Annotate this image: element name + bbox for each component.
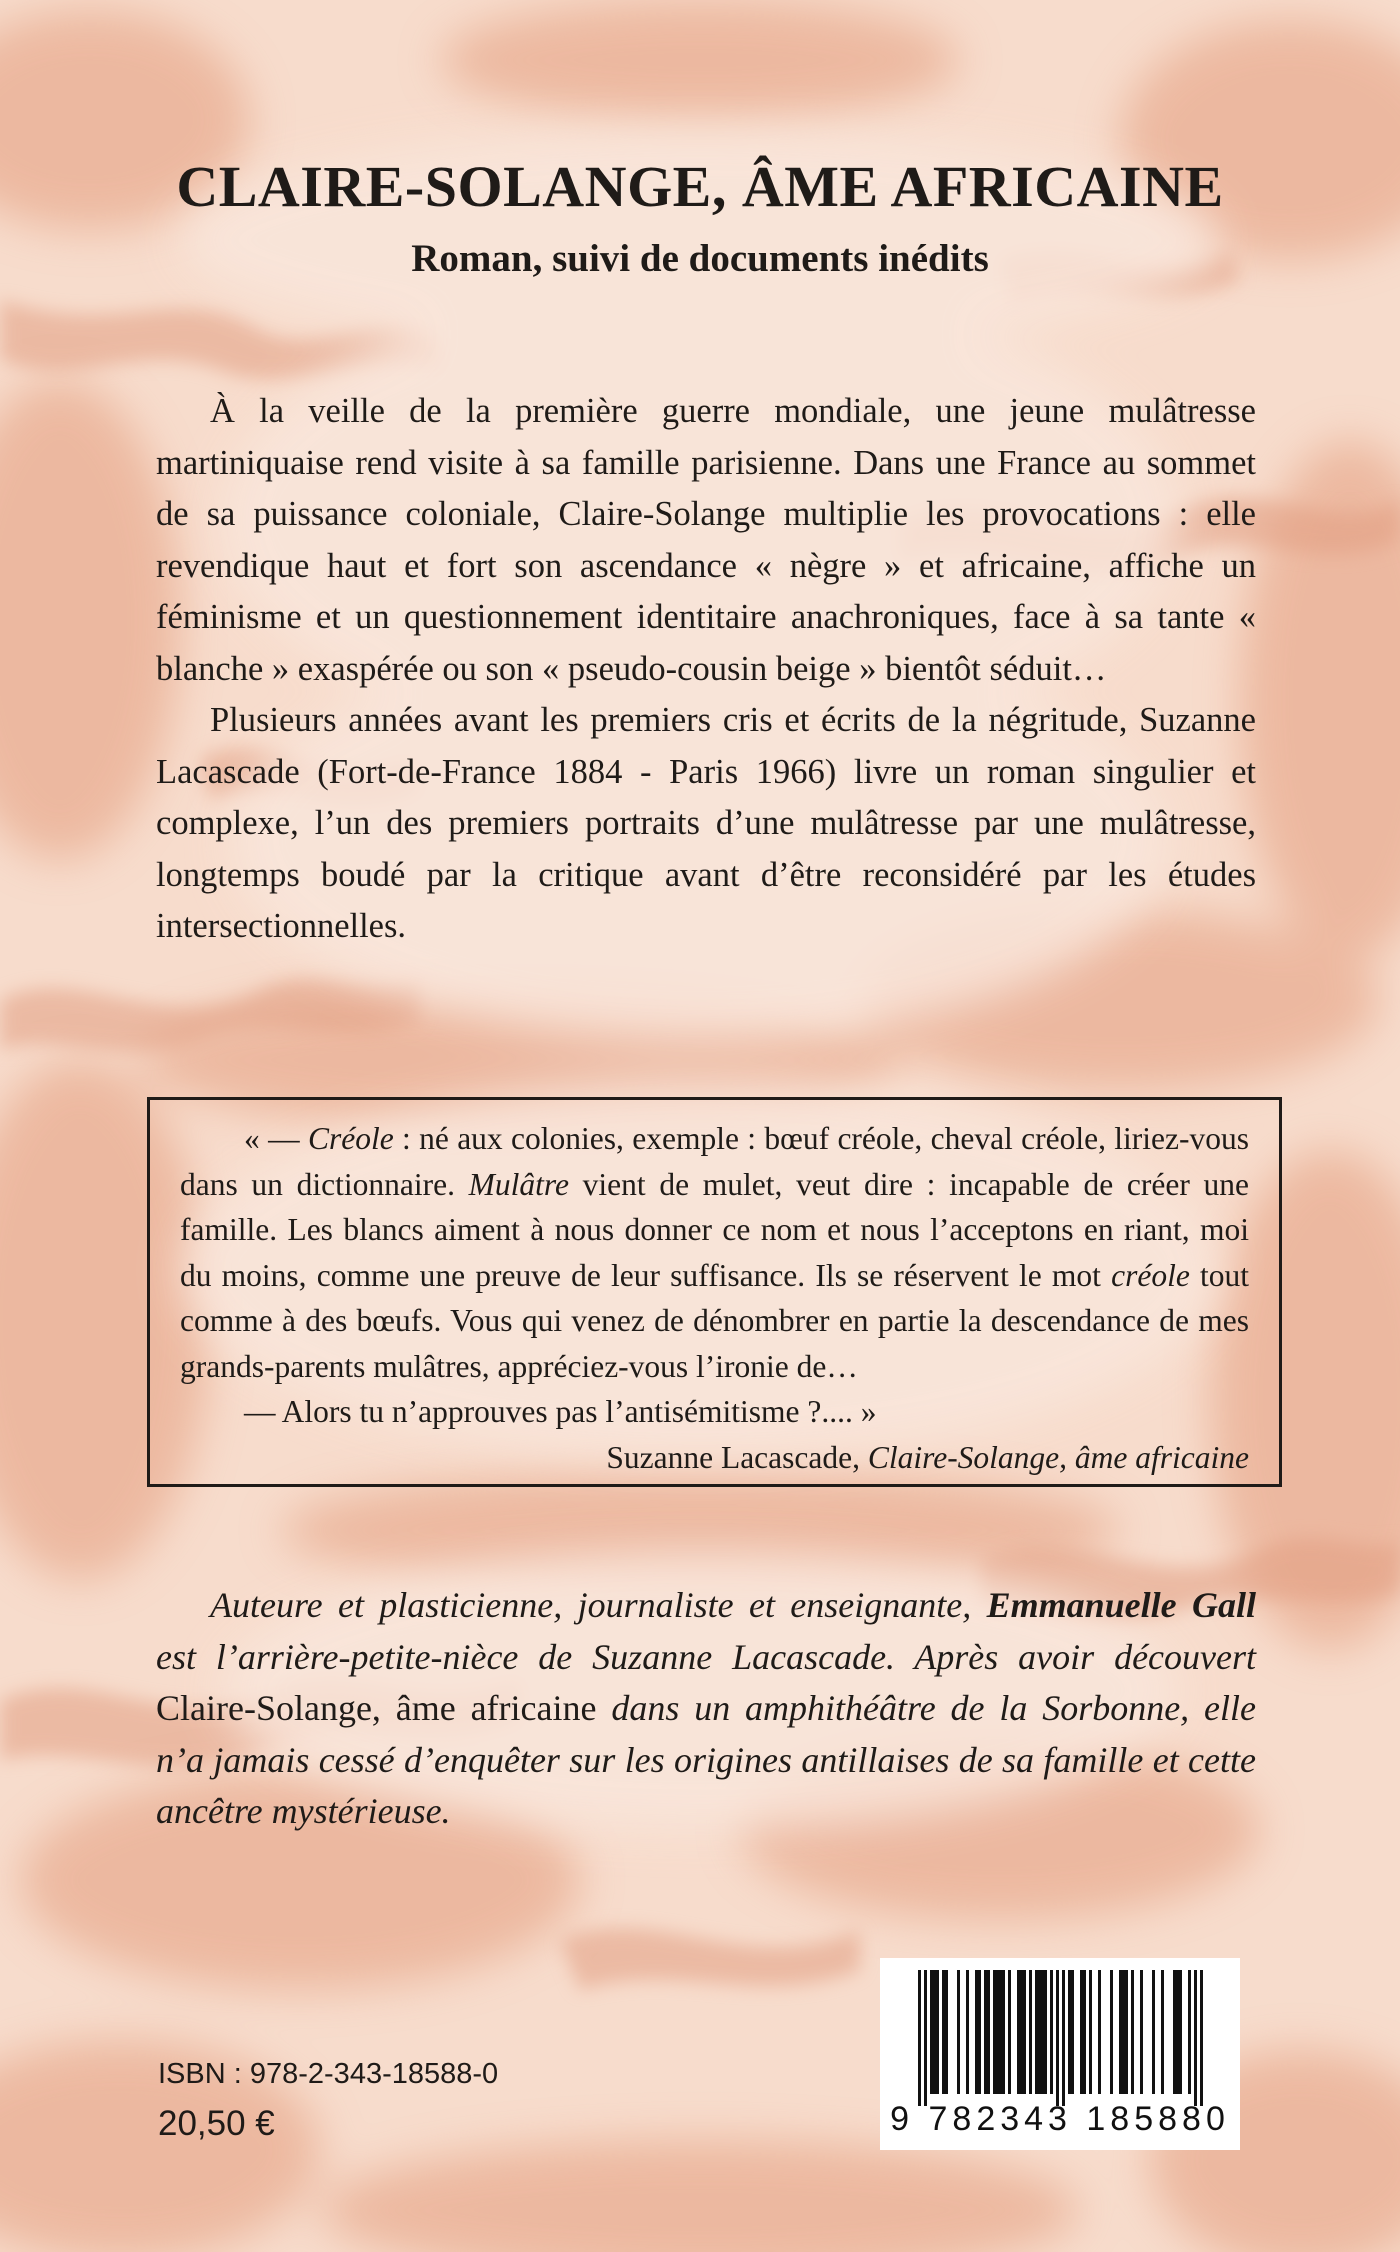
barcode-bar — [1020, 1970, 1023, 2094]
price: 20,50 € — [158, 2104, 275, 2143]
bio-segment: Auteure et plasticienne, journaliste et enseignante, — [210, 1585, 987, 1625]
barcode-bar — [1125, 1970, 1128, 2094]
quote-segment: : né aux colonies, exemple : bœuf créole, cheval créole, liriez-vous dans un dictionnaire. — [180, 1121, 1250, 1202]
summary-paragraph: Plusieurs années avant les premiers cris et écrits de la négritude, Suzanne Lacascade (Fort-de-France 1884 - Paris 1966) livre un roman singulier et complexe, l’un des premiers portraits d’une mulâtresse par une mulâtresse, longtemps boudé par la critique avant d’être reconsidéré par les études intersectionnelles. — [156, 701, 1256, 945]
barcode-bar — [1161, 1970, 1164, 2094]
bio-segment: dans un amphithéâtre de la Sorbonne, elle n’a jamais cessé d’enquêter sur les origines antillaises de sa famille et cette ancêtre mystérieuse. — [156, 1688, 1256, 1831]
barcode-bar — [987, 1970, 990, 2094]
quote-segment: vient de mulet, veut dire : incapable de créer une famille. Les blancs aiment à nous donner ce nom et nous l’acceptons en riant, moi du moins, comme une preuve de leur suffisance. Ils se réservent le mot — [180, 1166, 1249, 1293]
barcode-bar — [1050, 1970, 1053, 2094]
barcode-bar — [930, 1970, 933, 2094]
barcode-bar — [1131, 1970, 1134, 2094]
barcode-bar — [975, 1970, 978, 2094]
barcode-bar — [1194, 1970, 1197, 2106]
barcode-bar — [1188, 1970, 1191, 2094]
barcode-bar — [1080, 1970, 1083, 2094]
barcode-bar — [1068, 1970, 1071, 2094]
barcode-bar — [999, 1970, 1002, 2094]
attribution-author: Suzanne Lacascade, — [606, 1439, 868, 1475]
summary-paragraph: À la veille de la première guerre mondiale, une jeune mulâtresse martiniquaise rend visite à sa famille parisienne. Dans une France au sommet de sa puissance coloniale, Claire-Solange multiplie les provocations : elle revendique haut et fort son ascendance « nègre » et africaine, affiche un féminisme et un questionnement identitaire anachroniques, face à sa tante « blanche » exaspérée ou son « pseudo-cousin beige » bientôt séduit… — [156, 392, 1256, 688]
barcode-bar — [1089, 1970, 1092, 2094]
barcode-bars — [880, 1958, 1240, 2108]
quote-open: « — — [244, 1121, 308, 1156]
barcode-bar — [1008, 1970, 1011, 2094]
barcode-bar — [1110, 1970, 1113, 2094]
barcode-bar — [1122, 1970, 1125, 2094]
barcode-bar — [1179, 1970, 1182, 2094]
barcode-bar — [984, 1970, 987, 2094]
barcode-bar — [1044, 1970, 1047, 2094]
barcode-bar — [942, 1970, 945, 2094]
barcode-bar — [1098, 1970, 1101, 2094]
barcode-bar — [978, 1970, 981, 2094]
barcode-bar — [1119, 1970, 1122, 2094]
isbn: ISBN : 978-2-343-18588-0 — [158, 2058, 499, 2090]
barcode-bar — [918, 1970, 921, 2106]
barcode-bar — [966, 1970, 969, 2094]
barcode-bar — [1041, 1970, 1044, 2094]
barcode-bar — [933, 1970, 936, 2094]
attribution-title: Claire-Solange, âme africaine — [867, 1439, 1249, 1475]
barcode-bar — [1056, 1970, 1059, 2106]
barcode-bar — [1029, 1970, 1032, 2094]
quote-term: Créole — [307, 1121, 394, 1156]
barcode-bar — [1017, 1970, 1020, 2094]
quote-term: Mulâtre — [468, 1166, 569, 1202]
barcode-bar — [1173, 1970, 1176, 2094]
barcode-bar — [1023, 1970, 1026, 2094]
barcode-bar — [1083, 1970, 1086, 2094]
barcode-bar — [993, 1970, 996, 2094]
quote-attribution — [180, 1435, 1249, 1481]
barcode — [880, 1958, 1240, 2150]
author-bio — [156, 1580, 1256, 1838]
author-name: Emmanuelle Gall — [986, 1585, 1256, 1625]
quote-term: créole — [1111, 1257, 1190, 1293]
book-title: CLAIRE-SOLANGE, ÂME AFRICAINE — [176, 154, 1224, 219]
barcode-bar — [1071, 1970, 1074, 2094]
barcode-bar — [1062, 1970, 1065, 2106]
book-subtitle: Roman, suivi de documents inédits — [411, 237, 989, 280]
bio-book-title: Claire-Solange, âme africaine — [156, 1688, 597, 1728]
barcode-bar — [1140, 1970, 1143, 2094]
barcode-bar — [945, 1970, 948, 2094]
quote-box — [147, 1097, 1282, 1487]
barcode-digits: 9 782343 185880 — [890, 2100, 1230, 2138]
quote-reply: — Alors tu n’approuves pas l’antisémitisme ?.... » — [244, 1394, 877, 1429]
barcode-bar — [1200, 1970, 1203, 2106]
barcode-bar — [1035, 1970, 1038, 2094]
barcode-bar — [1176, 1970, 1179, 2094]
barcode-bar — [957, 1970, 960, 2094]
barcode-bar — [996, 1970, 999, 2094]
quote-segment: tout comme à des bœufs. Vous qui venez de dénombrer en partie la descendance de mes grands-parents mulâtres, appréciez-vous l’ironie de… — [180, 1257, 1249, 1384]
bio-segment: est l’arrière-petite-nièce de Suzanne Lacascade. Après avoir découvert — [156, 1636, 1256, 1677]
barcode-bar — [936, 1970, 939, 2094]
author-bio-text — [156, 1580, 1256, 1838]
barcode-bar — [1002, 1970, 1005, 2094]
book-summary — [156, 386, 1256, 953]
barcode-bar — [1152, 1970, 1155, 2094]
barcode-bar — [1038, 1970, 1041, 2094]
quote-text — [180, 1116, 1249, 1389]
barcode-bar — [924, 1970, 927, 2106]
